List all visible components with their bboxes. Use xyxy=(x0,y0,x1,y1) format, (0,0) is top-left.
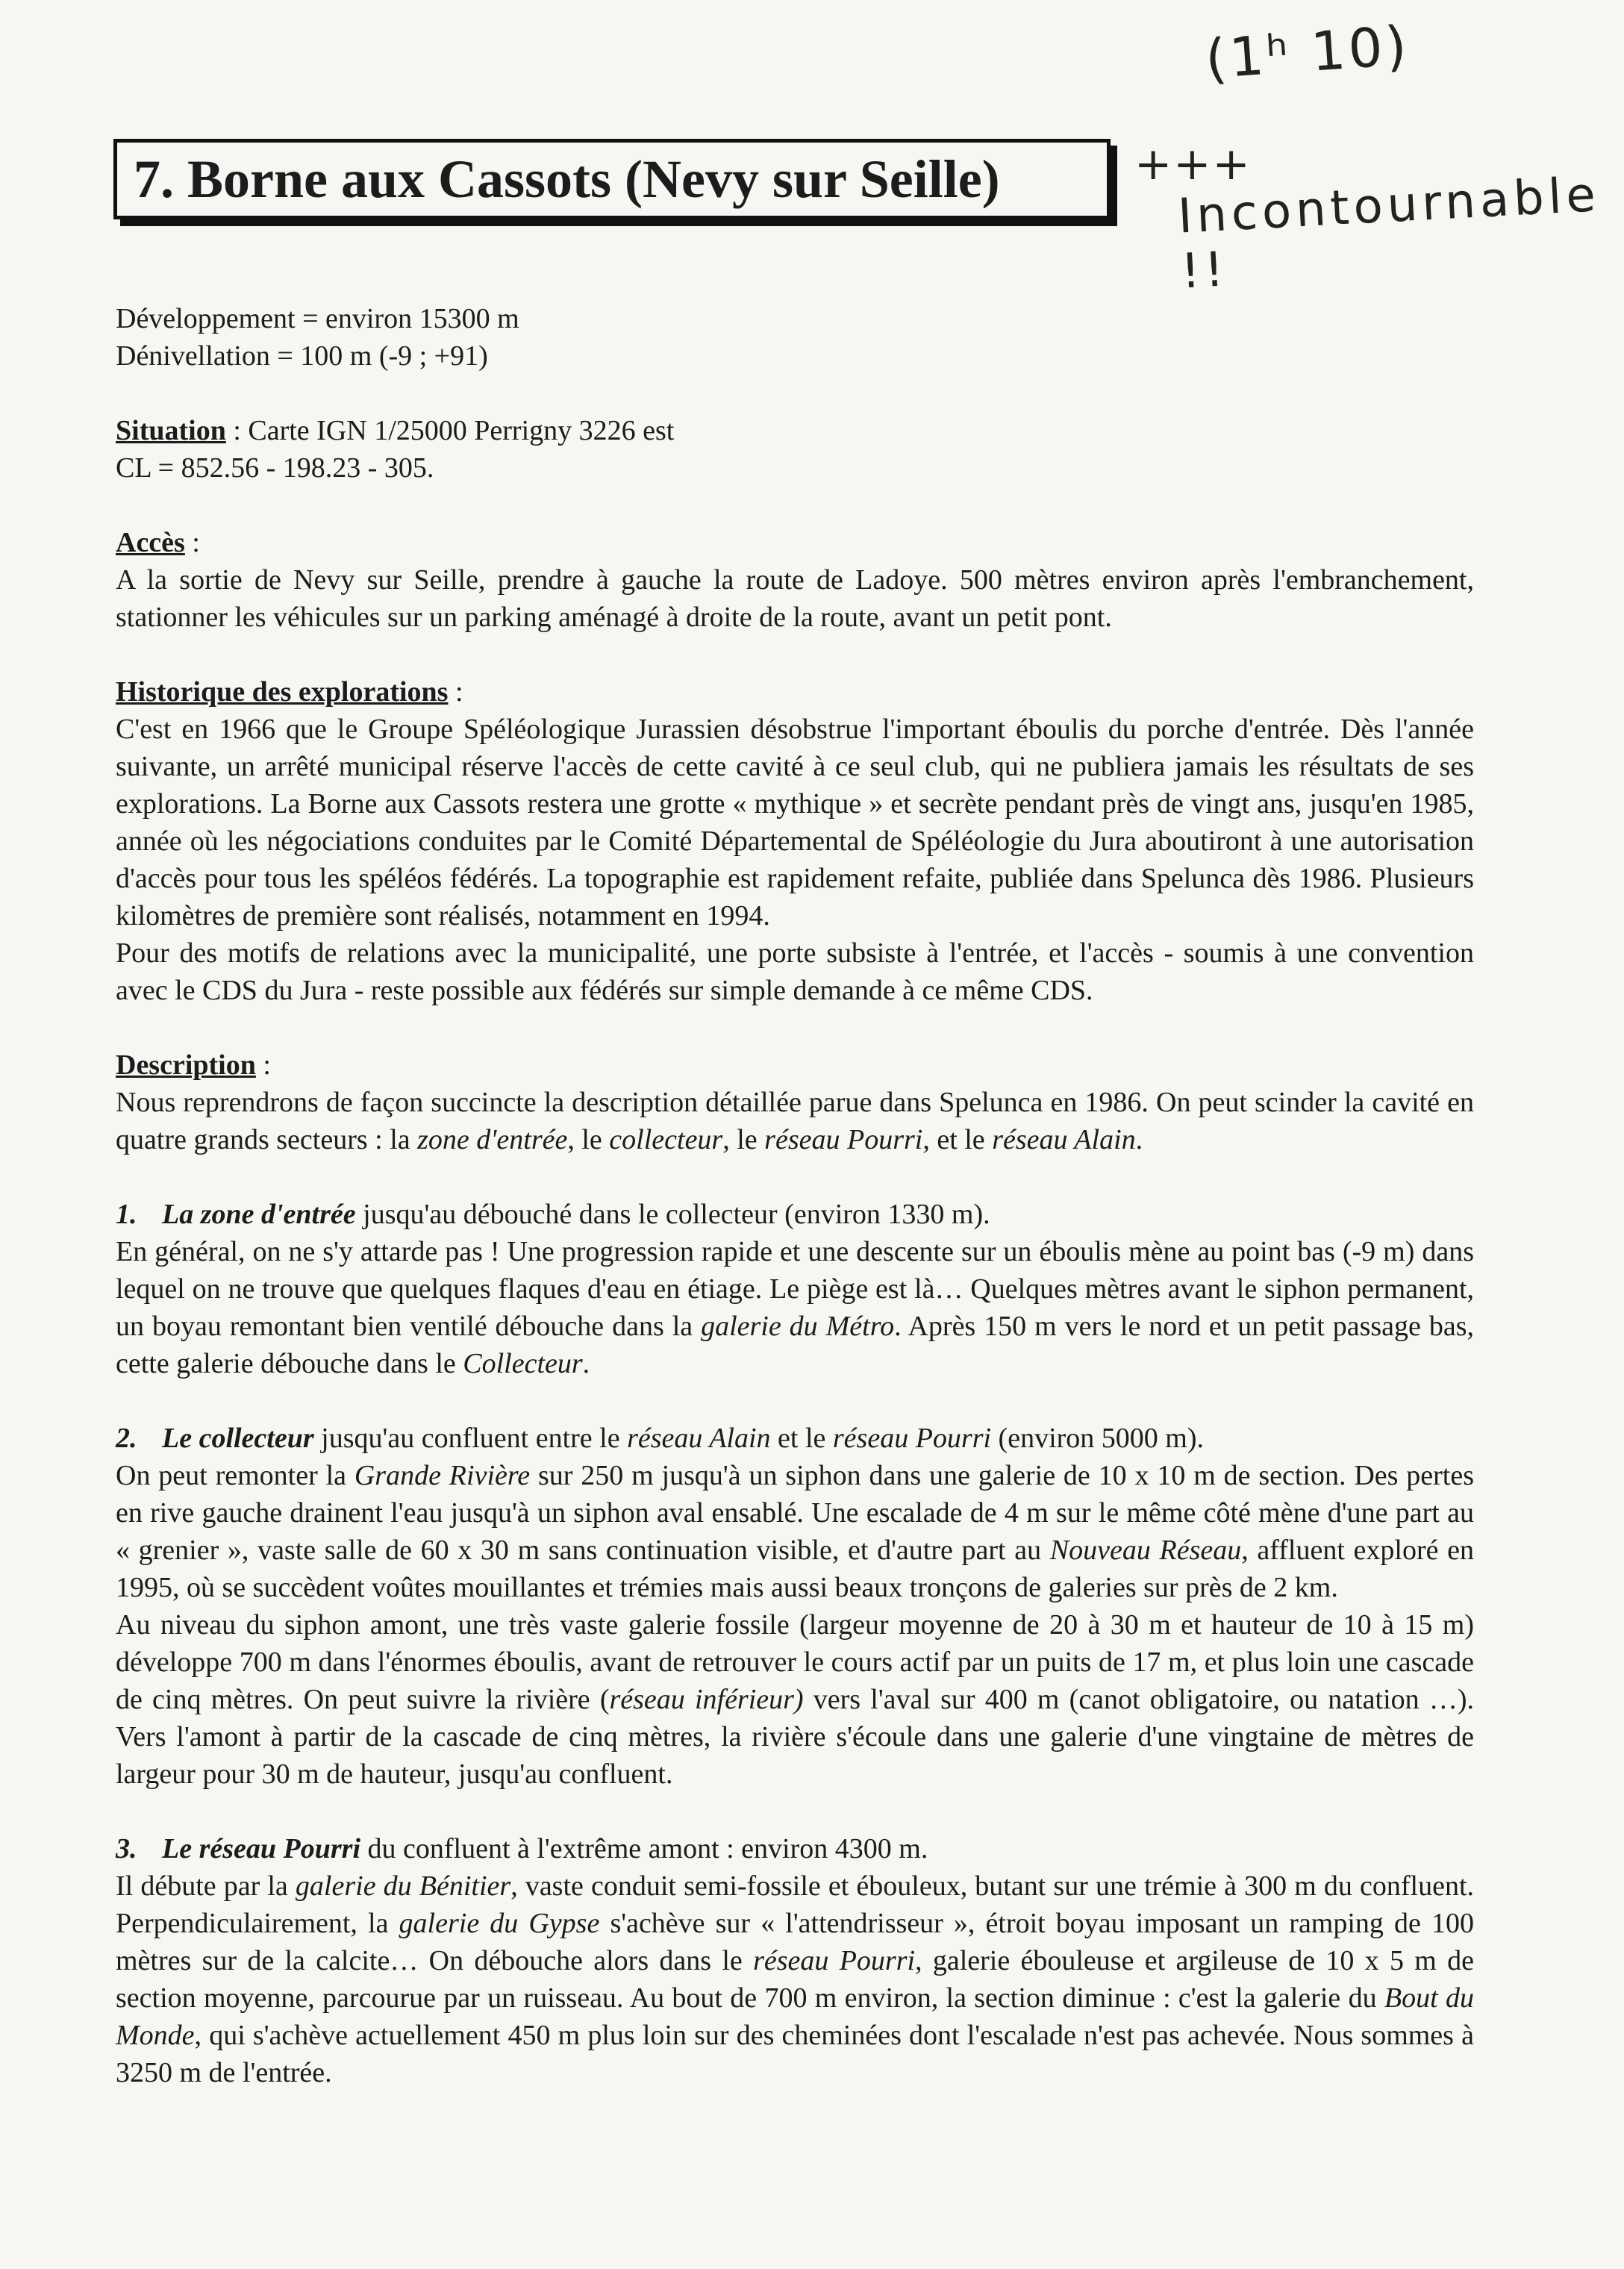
section-1-text: En général, on ne s'y attarde pas ! Une progression rapide et une descente sur un éboulis mène au point bas (-9 m) dans lequel on ne trouve que quelques flaques d'eau en étiage. Le piège est là… Quelques mètres avant le siphon permanent, un boyau remontant bien ventilé débouche dans la galerie du Métro. Après 150 m vers le nord et un petit passage bas, cette galerie débouche dans le Collecteur. xyxy=(116,1236,1475,1379)
historique-paragraph-1: C'est en 1966 que le Groupe Spéléologique Jurassien désobstrue l'important éboulis du porche d'entrée. Dès l'année suivante, un arrêté municipal réserve l'accès de cette cavité à ce seul club, qui ne publiera jamais les résultats de ses explorations. La Borne aux Cassots restera une grotte « mythique » et secrète pendant près de vingt ans, jusqu'en 1985, année où les négociations conduites par le Comité Départemental de Spéléologie du Jura aboutiront à une autorisation d'accès pour tous les spéléos fédérés. La topographie est rapidement refaite, publiée dans Spelunca dès 1986. Plusieurs kilomètres de première sont réalisés, notamment en 1994. xyxy=(116,714,1474,931)
historique-paragraph-2: Pour des motifs de relations avec la municipalité, une porte subsiste à l'entrée, et l'accès - soumis à une convention avec le CDS du Jura - reste possible aux fédérés sur simple demande à ce même CDS. xyxy=(116,937,1474,1006)
title-text: 7. Borne aux Cassots (Nevy sur Seille) xyxy=(134,149,1000,209)
historique-heading: Historique des explorations xyxy=(116,676,449,708)
situation-line xyxy=(116,412,1474,449)
handwritten-note-top: (1ʰ 10) xyxy=(1203,13,1412,91)
historique-colon: : xyxy=(448,676,463,708)
section-zone-entree xyxy=(116,1196,1474,1382)
historique-block xyxy=(116,673,1474,1009)
section-collecteur xyxy=(116,1420,1474,1793)
situation-block xyxy=(116,412,1474,487)
situation-heading: Situation xyxy=(116,415,226,446)
description-block xyxy=(116,1046,1474,1158)
section-2-text-2: Au niveau du siphon amont, une très vaste galerie fossile (largeur moyenne de 20 à 30 m et hauteur de 10 à 15 m) développe 700 m dans l'énormes éboulis, avant de retrouver le cours actif par un puits de 17 m, et plus loin une cascade de cinq mètres. On peut suivre la rivière (réseau inférieur) vers l'aval sur 400 m (canot obligatoire, ou natation …). Vers l'amont à partir de la cascade de cinq mètres, la rivière s'écoule dans une galerie d'une vingtaine de mètres de largeur pour 30 m de hauteur, jusqu'au confluent. xyxy=(116,1609,1474,1790)
section-1-title: 1. La zone d'entrée jusqu'au débouché dans le collecteur (environ 1330 m). xyxy=(116,1199,990,1230)
section-2-title: 2. Le collecteur jusqu'au confluent entre le réseau Alain et le réseau Pourri (environ 5000 m). xyxy=(116,1423,1204,1454)
denivellation-line: Dénivellation = 100 m (-9 ; +91) xyxy=(116,340,488,372)
section-2-text-1: On peut remonter la Grande Rivière sur 250 m jusqu'à un siphon dans une galerie de 10 x 10 m de section. Des pertes en rive gauche drainent l'eau jusqu'à un siphon aval ensablé. Une escalade de 4 m sur le même côté mène d'une part au « grenier », vaste salle de 60 x 30 m sans continuation visible, et d'autre part au Nouveau Réseau, affluent exploré en 1995, où se succèdent voûtes mouillantes et trémies mais aussi beaux tronçons de galeries sur près de 2 km. xyxy=(116,1460,1474,1603)
stats-block xyxy=(116,300,1474,375)
acces-colon: : xyxy=(184,527,200,558)
description-heading: Description xyxy=(116,1049,256,1081)
coordinates-line: CL = 852.56 - 198.23 - 305. xyxy=(116,452,434,484)
document-body xyxy=(116,300,1474,2091)
description-intro: Nous reprendrons de façon succincte la description détaillée parue dans Spelunca en 1986. On peut scinder la cavité en quatre grands secteurs : la zone d'entrée, le collecteur, le réseau Pourri, et le réseau Alain. xyxy=(116,1087,1474,1155)
section-reseau-pourri xyxy=(116,1830,1474,2091)
acces-text: A la sortie de Nevy sur Seille, prendre à gauche la route de Ladoye. 500 mètres environ après l'embranchement, stationner les véhicules sur un parking aménagé à droite de la route, avant un petit pont. xyxy=(116,564,1474,633)
handwritten-incontournable: Incontournable !! xyxy=(1176,167,1602,300)
handwritten-plus-marks: +++ xyxy=(1134,138,1252,190)
acces-block xyxy=(116,524,1474,636)
section-3-text: Il débute par la galerie du Bénitier, vaste conduit semi-fossile et ébouleux, butant sur une trémie à 300 m du confluent. Perpendiculairement, la galerie du Gypse s'achève sur « l'attendrisseur », étroit boyau imposant un ramping de 100 mètres sur de la calcite… On débouche alors dans le réseau Pourri, galerie ébouleuse et argileuse de 10 x 5 m de section moyenne, parcourue par un ruisseau. Au bout de 700 m environ, la section diminue : c'est la galerie du Bout du Monde, qui s'achève actuellement 450 m plus loin sur des cheminées dont l'escalade n'est pas achevée. Nous sommes à 3250 m de l'entrée. xyxy=(116,1870,1475,2088)
description-colon: : xyxy=(255,1049,271,1081)
situation-text: : Carte IGN 1/25000 Perrigny 3226 est xyxy=(225,415,675,446)
page-title xyxy=(113,139,1111,219)
section-3-title: 3. Le réseau Pourri du confluent à l'extrême amont : environ 4300 m. xyxy=(116,1833,928,1864)
acces-heading: Accès xyxy=(116,527,185,558)
developpement-line: Développement = environ 15300 m xyxy=(116,303,519,334)
